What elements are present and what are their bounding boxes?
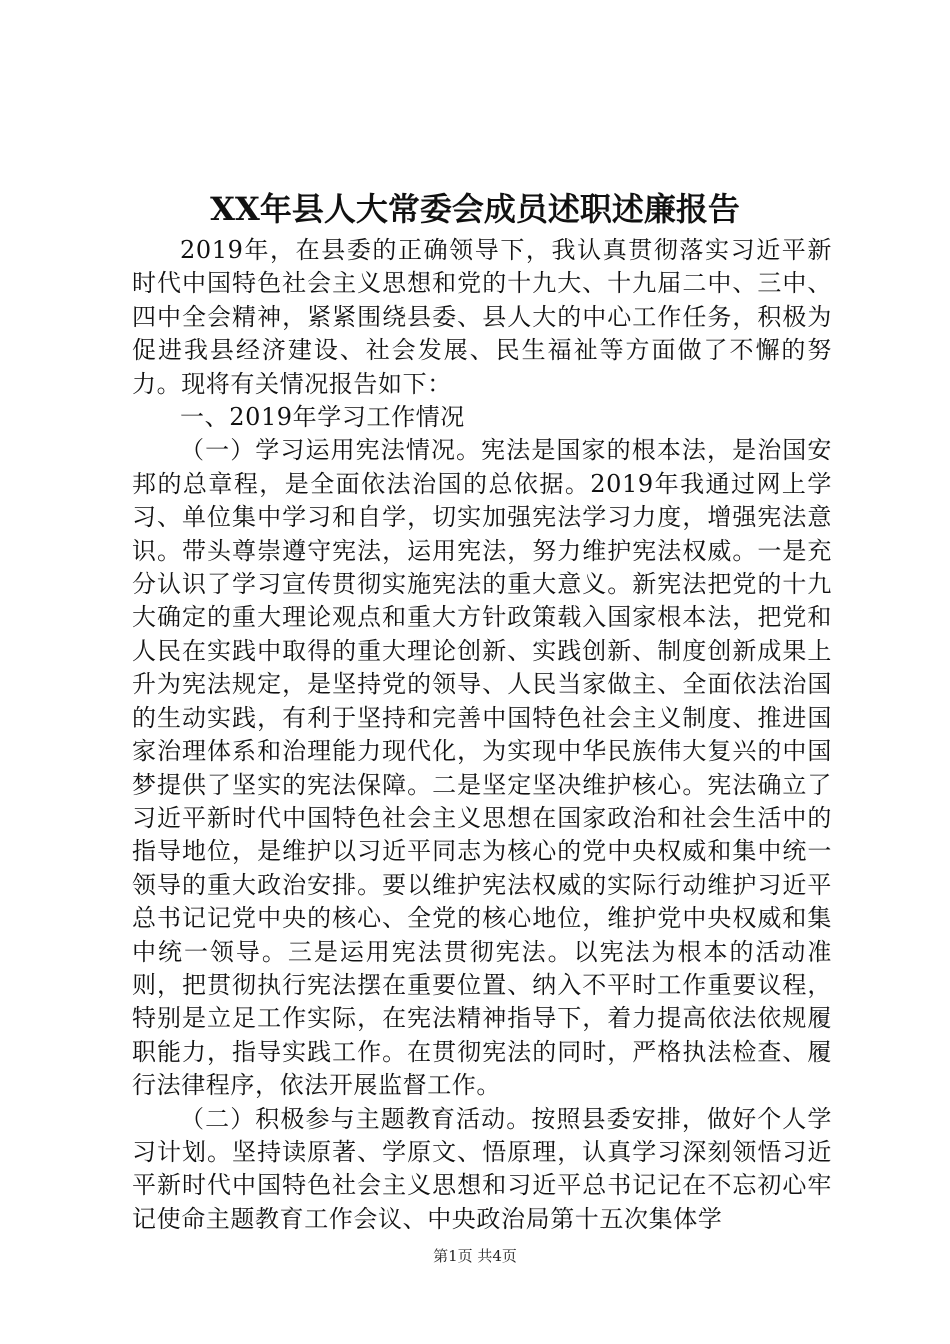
education-paragraph: （二）积极参与主题教育活动。按照县委安排，做好个人学习计划。坚持读原著、学原文、悟原理，认真学习深刻领悟习近平新时代中国特色社会主义思想和习近平总书记记在不忘初心牢记使命主题教育工作会议、中央政治局第十五次集体学 xyxy=(132,1104,832,1233)
page-number: 第1页 共4页 xyxy=(433,1247,517,1265)
document-body xyxy=(132,234,832,1236)
constitution-paragraph: （一）学习运用宪法情况。宪法是国家的根本法，是治国安邦的总章程，是全面依法治国的总依据。2019年我通过网上学习、单位集中学习和自学，切实加强宪法学习力度，增强宪法意识。带头尊崇遵守宪法，运用宪法，努力维护宪法权威。一是充分认识了学习宣传贯彻实施宪法的重大意义。新宪法把党的十九大确定的重大理论观点和重大方针政策载入国家根本法，把党和人民在实践中取得的重大理论创新、实践创新、制度创新成果上升为宪法规定，是坚持党的领导、人民当家做主、全面依法治国的生动实践，有利于坚持和完善中国特色社会主义制度、推进国家治理体系和治理能力现代化，为实现中华民族伟大复兴的中国梦提供了坚实的宪法保障。二是坚定坚决维护核心。宪法确立了习近平新时代中国特色社会主义思想在国家政治和社会生活中的指导地位，是维护以习近平同志为核心的党中央权威和集中统一领导的重大政治安排。要以维护宪法权威的实际行动维护习近平总书记记党中央的核心、全党的核心地位，维护党中央权威和集中统一领导。三是运用宪法贯彻宪法。以宪法为根本的活动准则，把贯彻执行宪法摆在重要位置、纳入不平时工作重要议程，特别是立足工作实际，在宪法精神指导下，着力提高依法依规履职能力，指导实践工作。在贯彻宪法的同时，严格执法检查、履行法律程序，依法开展监督工作。 xyxy=(132,436,832,1100)
page-title: XX年县人大常委会成员述职述廉报告 xyxy=(210,190,740,228)
section-heading: 一、2019年学习工作情况 xyxy=(180,403,465,432)
intro-paragraph: 2019年，在县委的正确领导下，我认真贯彻落实习近平新时代中国特色社会主义思想和党的十九大、十九届二中、三中、四中全会精神，紧紧围绕县委、县人大的中心工作任务，积极为促进我县经济建设、社会发展、民生福祉等方面做了不懈的努力。现将有关情况报告如下： xyxy=(132,236,832,398)
